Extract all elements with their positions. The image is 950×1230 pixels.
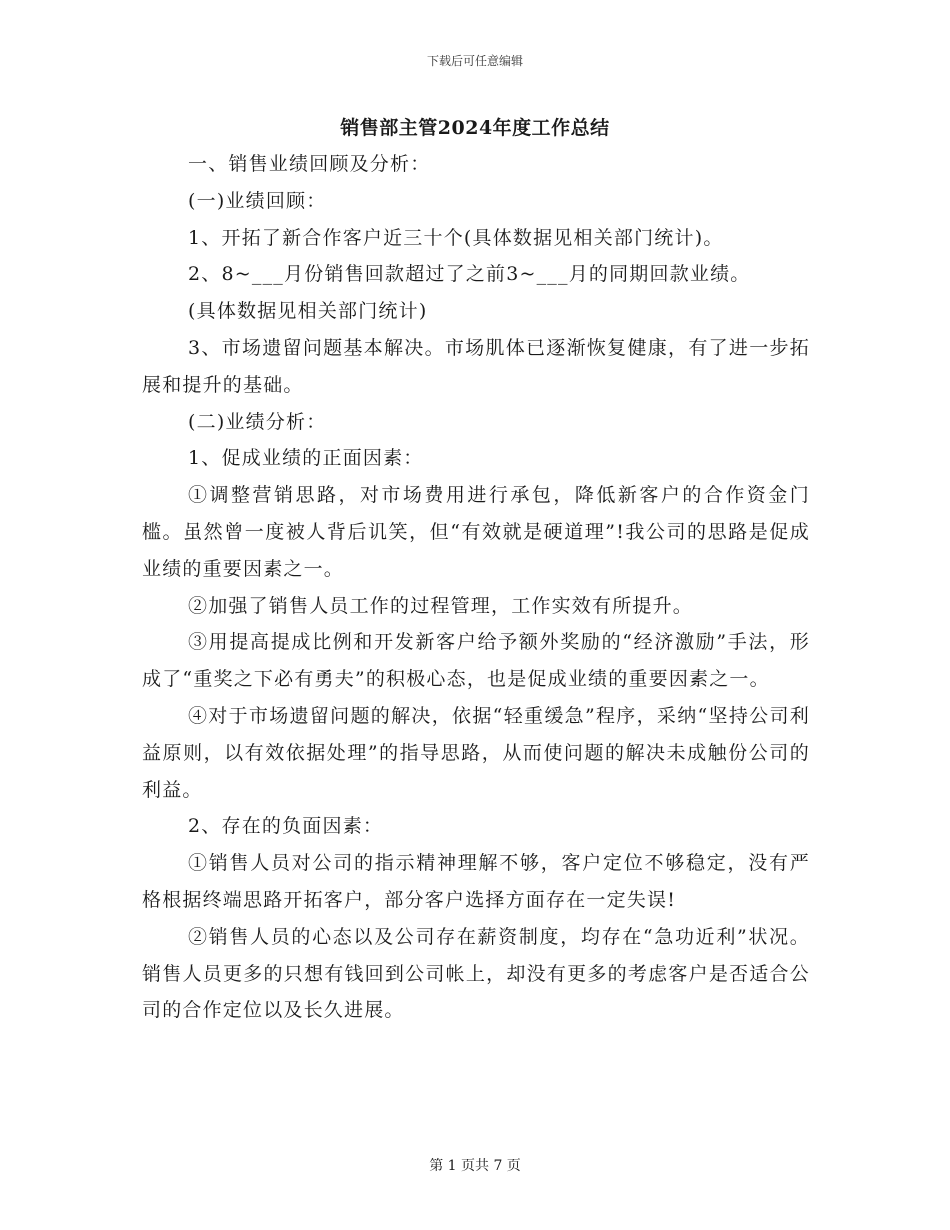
paragraph: ③用提高提成比例和开发新客户给予额外奖励的“经济激励”手法，形成了“重奖之下必有勇夫”的积极心态，也是促成业绩的重要因素之一。 bbox=[142, 631, 810, 691]
subsection-heading-review: (一)业绩回顾： bbox=[188, 189, 327, 212]
document-title: 销售部主管2024年度工作总结 bbox=[340, 117, 610, 139]
subsection-heading-analysis: (二)业绩分析： bbox=[188, 410, 327, 433]
list-heading-negative: 2、存在的负面因素： bbox=[188, 815, 384, 838]
paragraph: 3、市场遗留问题基本解决。市场肌体已逐渐恢复健康，有了进一步拓展和提升的基础。 bbox=[142, 336, 810, 396]
page-number: 第 1 页共 7 页 bbox=[429, 1158, 521, 1174]
paragraph: ①销售人员对公司的指示精神理解不够，客户定位不够稳定，没有严格根据终端思路开拓客户，部分客户选择方面存在一定失误! bbox=[142, 852, 810, 911]
paragraph: ②加强了销售人员工作的过程管理，工作实效有所提升。 bbox=[188, 594, 694, 617]
paragraph: 2、8~___月份销售回款超过了之前3~___月的同期回款业绩。 bbox=[188, 263, 751, 286]
page-header-note: 下载后可任意编辑 bbox=[426, 54, 523, 68]
paragraph: ④对于市场遗留问题的解决，依据“轻重缓急”程序，采纳“坚持公司利益原则，以有效依据处理”的指导思路，从而使问题的解决未成触份公司的利益。 bbox=[142, 704, 810, 801]
paragraph: (具体数据见相关部门统计) bbox=[188, 300, 428, 323]
paragraph: ②销售人员的心态以及公司存在薪资制度，均存在“急功近利”状况。销售人员更多的只想有钱回到公司帐上，却没有更多的考虑客户是否适合公司的合作定位以及长久进展。 bbox=[142, 925, 810, 1022]
section-heading-1: 一、销售业绩回顾及分析： bbox=[188, 153, 431, 175]
list-heading-positive: 1、促成业绩的正面因素： bbox=[188, 447, 424, 470]
paragraph: 1、开拓了新合作客户近三十个(具体数据见相关部门统计)。 bbox=[188, 226, 724, 249]
paragraph: ①调整营销思路，对市场费用进行承包，降低新客户的合作资金门槛。虽然曾一度被人背后讥笑，但“有效就是硬道理”!我公司的思路是促成业绩的重要因素之一。 bbox=[142, 484, 810, 580]
document-body bbox=[142, 146, 810, 1029]
